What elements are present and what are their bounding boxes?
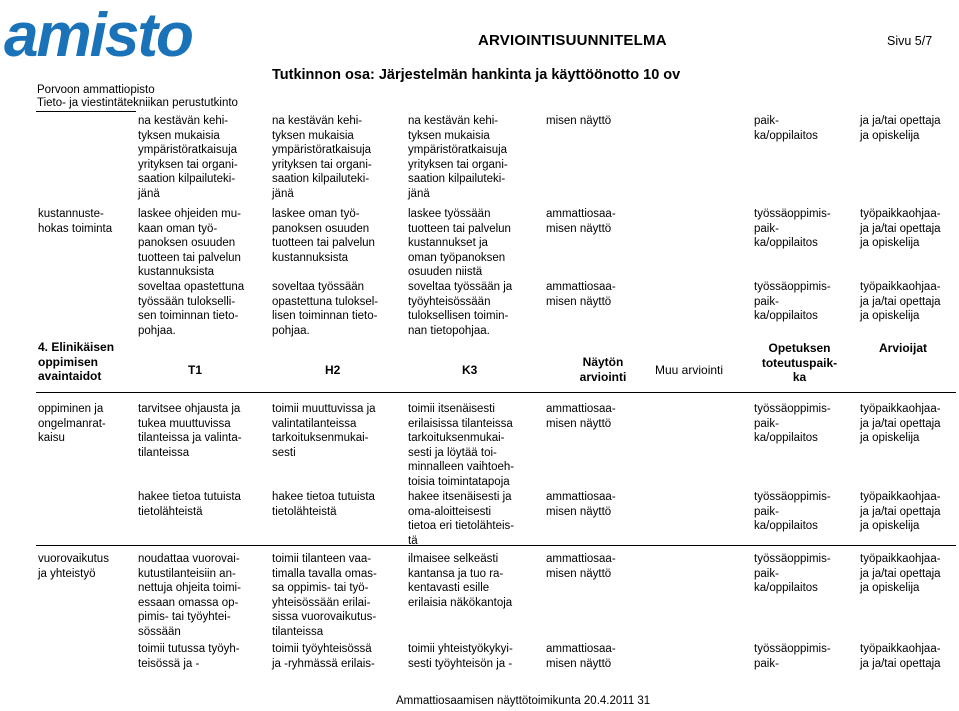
nayton-cell: ammattiosaa- misen näyttö <box>546 403 616 430</box>
arvioijat-cell: työpaikkaohjaa- ja ja/tai opettaja ja opiskelija <box>860 208 941 249</box>
arvioijat-cell: työpaikkaohjaa- ja ja/tai opettaja ja opiskelija <box>860 491 941 532</box>
paikka-cell: työssäoppimis- paik- ka/oppilaitos <box>754 281 831 322</box>
arvioijat-cell: työpaikkaohjaa- ja ja/tai opettaja <box>860 643 941 670</box>
nayton-cell: ammattiosaa- misen näyttö <box>546 491 616 518</box>
page-number: Sivu 5/7 <box>887 34 933 48</box>
school-name: Porvoon ammattiopisto <box>37 84 155 96</box>
h2-cell: hakee tietoa tutuista tietolähteistä <box>272 491 375 518</box>
nayton-cell: ammattiosaa- misen näyttö <box>546 281 616 308</box>
logo-text: amisto <box>4 4 192 66</box>
competence-title: 4. Elinikäisen oppimisen avaintaidot <box>38 340 115 383</box>
unit-title: Tutkinnon osa: Järjestelmän hankinta ja käyttöönotto 10 ov <box>272 67 681 83</box>
h2-cell: toimii työyhteisössä ja -ryhmässä erilais- <box>272 643 375 670</box>
k3-cell: ilmaisee selkeästi kantansa ja tuo ra- kentavasti esille erilaisia näkökantoja <box>408 553 513 609</box>
competence-label: vuorovaikutus ja yhteistyö <box>38 553 109 580</box>
paikka-cell: työssäoppimis- paik- ka/oppilaitos <box>754 491 831 532</box>
competence-label: kustannuste- hokas toiminta <box>38 208 113 235</box>
t1-cell: laskee ohjeiden mu- kaan oman työ- panoksen osuuden tuotteen tai palvelun kustannuksista <box>138 208 241 278</box>
h2-cell: toimii muuttuvissa ja valintatilanteissa tarkoituksenmukai- sesti <box>272 403 376 459</box>
k3-cell: toimii itsenäisesti erilaisissa tilanteissa tarkoituksenmukai- sesti ja löytää toi- minnalleen vaihtoeh- toisia toimintatapoja <box>408 403 515 488</box>
t1-cell: noudattaa vuorovai- kutustilanteisiin an- nettuja ohjeita toimi- essaan omassa op- pimis- tai työyhtei- sössään <box>138 553 241 638</box>
nayton-cell: ammattiosaa- misen näyttö <box>546 208 616 235</box>
h2-cell: toimii tilanteen vaa- timalla tavalla omas- sa oppimis- tai työ- yhteisössään erilai- sissa vuorovaikutus- tilanteissa <box>272 553 377 638</box>
nayton-cell: ammattiosaa- misen näyttö <box>546 553 616 580</box>
footer-text: Ammattiosaamisen näyttötoimikunta 20.4.2011 31 <box>396 695 651 707</box>
paikka-cell: työssäoppimis- paik- <box>754 643 831 670</box>
degree-name: Tieto- ja viestintätekniikan perustutkinto <box>37 97 238 109</box>
h2-cell: na kestävän kehi- tyksen mukaisia ympäristöratkaisuja yrityksen tai organi- saation kilpailuteki- jänä <box>272 115 372 200</box>
paikka-cell: työssäoppimis- paik- ka/oppilaitos <box>754 403 831 444</box>
header-opetuksen-toteutuspaikka: Opetuksen toteutuspaik- ka <box>761 341 838 384</box>
k3-cell: na kestävän kehi- tyksen mukaisia ympäristöratkaisuja yrityksen tai organi- saation kilpailuteki- jänä <box>408 115 508 200</box>
paikka-cell: työssäoppimis- paik- ka/oppilaitos <box>754 553 831 594</box>
arvioijat-cell: ja ja/tai opettaja ja opiskelija <box>860 115 941 142</box>
k3-cell: laskee työssään tuotteen tai palvelun kustannukset ja oman työpanoksen osuuden niistä <box>408 208 511 278</box>
h2-cell: laskee oman työ- panoksen osuuden tuotteen tai palvelun kustannuksista <box>272 208 375 264</box>
t1-cell: soveltaa opastettuna työssään tulokselli- sen toiminnan tieto- pohjaa. <box>138 281 245 337</box>
t1-cell: toimii tutussa työyh- teisössä ja - <box>138 643 240 670</box>
header-arvioijat: Arvioijat <box>879 341 928 355</box>
header-t1: T1 <box>188 363 203 377</box>
header-h2: H2 <box>325 363 341 377</box>
competence-label: oppiminen ja ongelmanrat- kaisu <box>38 403 106 444</box>
arvioijat-cell: työpaikkaohjaa- ja ja/tai opettaja ja opiskelija <box>860 553 941 594</box>
paikka-cell: paik- ka/oppilaitos <box>754 115 818 142</box>
arvioijat-cell: työpaikkaohjaa- ja ja/tai opettaja ja opiskelija <box>860 403 941 444</box>
arvioijat-cell: työpaikkaohjaa- ja ja/tai opettaja ja opiskelija <box>860 281 941 322</box>
t1-cell: tarvitsee ohjausta ja tukea muuttuvissa tilanteissa ja valinta- tilanteissa <box>138 403 242 459</box>
document-title: ARVIOINTISUUNNITELMA <box>478 32 667 49</box>
k3-cell: toimii yhteistyökykyi- sesti työyhteisön ja - <box>408 643 513 670</box>
t1-cell: hakee tietoa tutuista tietolähteistä <box>138 491 241 518</box>
school-info <box>37 84 238 110</box>
nayton-cell: misen näyttö <box>546 115 612 127</box>
rule <box>36 111 136 112</box>
h2-cell: soveltaa työssään opastettuna tuloksel- lisen toiminnan tieto- pohjaa. <box>272 281 379 337</box>
header-k3: K3 <box>462 363 478 377</box>
amisto-logo <box>4 4 216 66</box>
nayton-cell: ammattiosaa- misen näyttö <box>546 643 616 670</box>
k3-cell: soveltaa työssään ja työyhteisössään tuloksellisen toimin- nan tietopohjaa. <box>408 281 513 337</box>
rule <box>36 392 956 393</box>
header-muu-arviointi: Muu arviointi <box>655 363 724 377</box>
header-nayton-arviointi: Näytön arviointi <box>579 355 627 384</box>
paikka-cell: työssäoppimis- paik- ka/oppilaitos <box>754 208 831 249</box>
t1-cell: na kestävän kehi- tyksen mukaisia ympäristöratkaisuja yrityksen tai organi- saation kilpailuteki- jänä <box>138 115 238 200</box>
k3-cell: hakee itsenäisesti ja oma-aloitteisesti tietoa eri tietolähteis- tä <box>408 491 515 547</box>
